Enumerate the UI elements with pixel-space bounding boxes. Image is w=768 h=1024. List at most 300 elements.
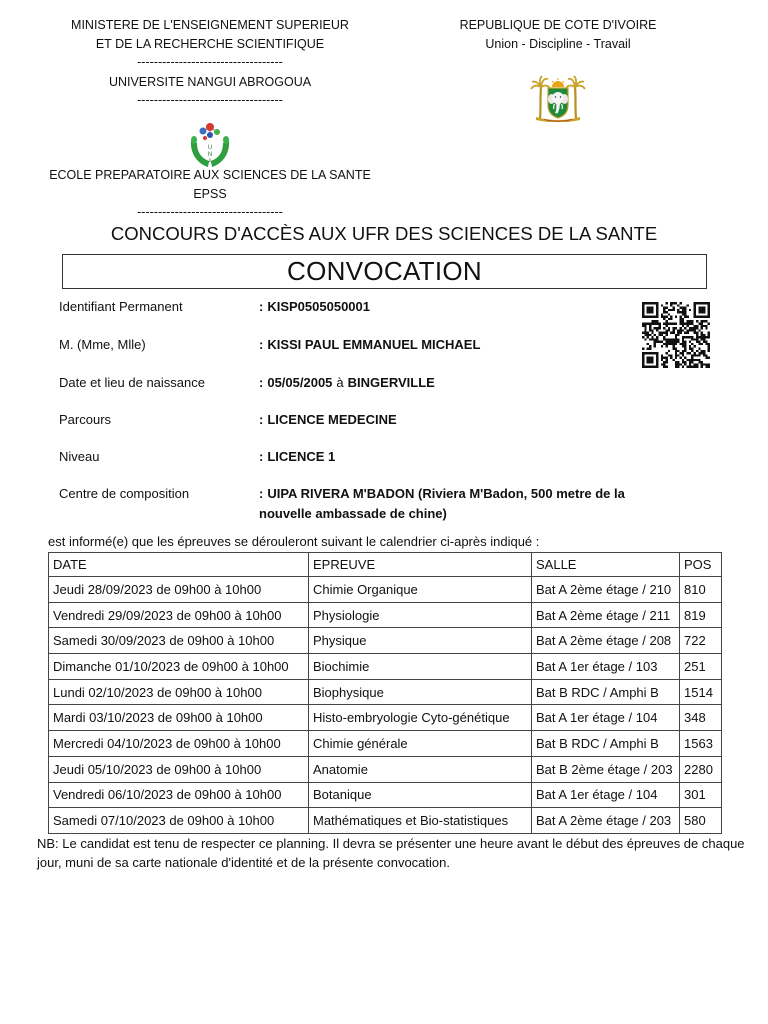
qr-module [651, 352, 653, 354]
qr-module [708, 350, 710, 352]
qr-module [691, 361, 693, 363]
cell-date: Mercredi 04/10/2023 de 09h00 à 10h00 [49, 731, 309, 757]
qr-module [677, 354, 679, 356]
qr-module [675, 341, 677, 343]
qr-module [658, 332, 660, 334]
qr-module [689, 320, 691, 322]
qr-module [694, 345, 696, 347]
separator: ----------------------------------- [137, 205, 283, 219]
qr-module [654, 302, 656, 304]
qr-module [668, 318, 670, 320]
qr-module [668, 338, 670, 340]
name-value: KISSI PAUL EMMANUEL MICHAEL [267, 337, 481, 352]
qr-module [649, 311, 651, 313]
qr-module [705, 320, 707, 322]
qr-module [661, 359, 663, 361]
qr-module [642, 357, 644, 359]
qr-module [644, 325, 646, 327]
qr-module [663, 363, 665, 365]
qr-module [694, 304, 696, 306]
colon: : [259, 412, 264, 427]
qr-module [658, 327, 660, 329]
table-row [49, 705, 722, 731]
qr-module [665, 320, 667, 322]
qr-module [698, 352, 700, 354]
qr-module [668, 322, 670, 324]
qr-module [675, 350, 677, 352]
qr-module [703, 336, 705, 338]
qr-module [696, 366, 698, 368]
qr-module [670, 338, 672, 340]
qr-module [656, 363, 658, 365]
qr-module [668, 354, 670, 356]
qr-module [687, 366, 689, 368]
qr-module [656, 313, 658, 315]
track-value: LICENCE MEDECINE [267, 412, 397, 427]
qr-module [680, 352, 682, 354]
qr-module [656, 336, 658, 338]
qr-module [680, 311, 682, 313]
qr-module [670, 318, 672, 320]
birth-connector: à [336, 375, 344, 390]
qr-module [680, 307, 682, 309]
qr-module [642, 363, 644, 365]
qr-module [696, 320, 698, 322]
cell-pos: 1563 [680, 731, 722, 757]
qr-module [705, 336, 707, 338]
center-value: UIPA RIVERA M'BADON (Riviera M'Badon, 500 metre de la nouvelle ambassade de chine) [259, 486, 625, 521]
document-title: CONVOCATION [287, 256, 482, 286]
qr-module [661, 316, 663, 318]
qr-module [677, 363, 679, 365]
qr-module [701, 322, 703, 324]
qr-module [665, 325, 667, 327]
qr-module [687, 316, 689, 318]
qr-module [647, 366, 649, 368]
qr-module [682, 338, 684, 340]
qr-module [644, 352, 646, 354]
qr-module [663, 366, 665, 368]
qr-module [687, 359, 689, 361]
qr-module [644, 366, 646, 368]
id-label: Identifiant Permanent [59, 299, 183, 314]
qr-module [696, 341, 698, 343]
qr-module [705, 366, 707, 368]
qr-module [672, 343, 674, 345]
qr-module [663, 322, 665, 324]
qr-module [687, 336, 689, 338]
qr-module [691, 327, 693, 329]
qr-module [698, 322, 700, 324]
qr-module [647, 311, 649, 313]
qr-module [708, 322, 710, 324]
qr-module [687, 329, 689, 331]
cell-date: Mardi 03/10/2023 de 09h00 à 10h00 [49, 705, 309, 731]
qr-module [656, 357, 658, 359]
qr-module [698, 311, 700, 313]
cell-room: Bat A 1er étage / 103 [532, 654, 680, 680]
qr-module [670, 343, 672, 345]
qr-module [708, 366, 710, 368]
cell-exam: Anatomie [309, 756, 532, 782]
table-row [49, 731, 722, 757]
qr-module [672, 307, 674, 309]
qr-module [658, 341, 660, 343]
qr-module [654, 352, 656, 354]
qr-module [696, 325, 698, 327]
qr-module [670, 309, 672, 311]
qr-module [701, 352, 703, 354]
school-name-line-1: ECOLE PREPARATOIRE AUX SCIENCES DE LA SANTE [49, 168, 371, 182]
qr-module [663, 318, 665, 320]
qr-module [701, 316, 703, 318]
qr-module [689, 345, 691, 347]
qr-module [665, 329, 667, 331]
name-value-line [259, 336, 480, 354]
qr-module [677, 361, 679, 363]
qr-module [684, 336, 686, 338]
qr-module [703, 334, 705, 336]
qr-module [701, 327, 703, 329]
schedule-body [49, 577, 722, 834]
cell-room: Bat A 1er étage / 104 [532, 705, 680, 731]
qr-module [642, 366, 644, 368]
qr-module [642, 359, 644, 361]
qr-module [689, 309, 691, 311]
qr-module [696, 363, 698, 365]
qr-module [665, 332, 667, 334]
qr-module [682, 345, 684, 347]
qr-module [684, 327, 686, 329]
qr-module [661, 304, 663, 306]
qr-module [691, 320, 693, 322]
qr-module [680, 320, 682, 322]
qr-module [647, 352, 649, 354]
qr-module [682, 359, 684, 361]
qr-module [642, 311, 644, 313]
document-title-box [62, 254, 707, 289]
qr-module [663, 309, 665, 311]
logo-letter-a: A [207, 159, 213, 165]
cell-room: Bat A 1er étage / 104 [532, 782, 680, 808]
qr-module [649, 309, 651, 311]
qr-module [701, 309, 703, 311]
qr-module [694, 329, 696, 331]
colon: : [259, 299, 264, 314]
qr-module [705, 341, 707, 343]
qr-module [663, 338, 665, 340]
id-value: KISP0505050001 [267, 299, 370, 314]
qr-module [677, 309, 679, 311]
qr-module [651, 309, 653, 311]
qr-module [675, 338, 677, 340]
colon: : [259, 375, 264, 390]
qr-module [687, 322, 689, 324]
qr-module [651, 311, 653, 313]
column-header-exam: EPREUVE [309, 553, 532, 577]
qr-module [672, 345, 674, 347]
qr-module [684, 350, 686, 352]
qr-module [677, 341, 679, 343]
qr-module [694, 316, 696, 318]
qr-module [705, 302, 707, 304]
qr-module [701, 307, 703, 309]
qr-module [687, 320, 689, 322]
qr-module [675, 354, 677, 356]
qr-module [665, 338, 667, 340]
qr-module [656, 311, 658, 313]
qr-module [703, 352, 705, 354]
qr-module [647, 316, 649, 318]
qr-module [682, 350, 684, 352]
qr-module [642, 307, 644, 309]
qr-module [656, 361, 658, 363]
qr-module [684, 311, 686, 313]
qr-module [675, 336, 677, 338]
qr-module [675, 302, 677, 304]
cell-pos: 722 [680, 628, 722, 654]
qr-module [647, 357, 649, 359]
qr-module [682, 318, 684, 320]
qr-module [705, 354, 707, 356]
qr-module [661, 357, 663, 359]
qr-module [708, 316, 710, 318]
qr-module [642, 313, 644, 315]
qr-module [651, 302, 653, 304]
qr-module [672, 327, 674, 329]
qr-module [689, 327, 691, 329]
qr-module [644, 316, 646, 318]
qr-module [649, 322, 651, 324]
qr-module [701, 338, 703, 340]
qr-module [661, 363, 663, 365]
qr-module [696, 359, 698, 361]
qr-module [701, 343, 703, 345]
qr-module [658, 325, 660, 327]
table-row [49, 679, 722, 705]
qr-module [689, 359, 691, 361]
qr-module [696, 302, 698, 304]
qr-module [651, 338, 653, 340]
qr-module [672, 309, 674, 311]
qr-module [670, 354, 672, 356]
qr-module [677, 338, 679, 340]
cell-date: Samedi 07/10/2023 de 09h00 à 10h00 [49, 808, 309, 834]
qr-module [642, 309, 644, 311]
logo-letter-n: N [207, 152, 213, 158]
qr-module [642, 352, 644, 354]
qr-module [703, 302, 705, 304]
cell-date: Dimanche 01/10/2023 de 09h00 à 10h00 [49, 654, 309, 680]
qr-module [691, 329, 693, 331]
cell-exam: Physiologie [309, 602, 532, 628]
qr-module [654, 366, 656, 368]
qr-module [644, 334, 646, 336]
cell-pos: 819 [680, 602, 722, 628]
qr-module [680, 327, 682, 329]
qr-module [656, 329, 658, 331]
qr-module [670, 322, 672, 324]
qr-module [668, 343, 670, 345]
qr-module [647, 322, 649, 324]
qr-module [689, 322, 691, 324]
qr-module [663, 343, 665, 345]
qr-module [701, 332, 703, 334]
qr-module [647, 336, 649, 338]
cell-date: Jeudi 28/09/2023 de 09h00 à 10h00 [49, 577, 309, 603]
qr-module [680, 329, 682, 331]
qr-module [651, 322, 653, 324]
qr-module [684, 343, 686, 345]
cell-room: Bat B RDC / Amphi B [532, 679, 680, 705]
qr-module [656, 316, 658, 318]
qr-module [694, 311, 696, 313]
qr-module [651, 329, 653, 331]
qr-module [670, 302, 672, 304]
qr-module [656, 341, 658, 343]
qr-module [642, 316, 644, 318]
qr-module [651, 336, 653, 338]
qr-module [680, 318, 682, 320]
qr-module [654, 345, 656, 347]
qr-module [694, 307, 696, 309]
qr-module [656, 366, 658, 368]
cell-pos: 301 [680, 782, 722, 808]
qr-module [665, 302, 667, 304]
qr-module [701, 350, 703, 352]
qr-module [675, 363, 677, 365]
qr-module [665, 361, 667, 363]
qr-module [644, 302, 646, 304]
ministry-line-2: ET DE LA RECHERCHE SCIENTIFIQUE [95, 37, 325, 51]
qr-module [703, 325, 705, 327]
qr-module [647, 343, 649, 345]
qr-module [701, 363, 703, 365]
cell-room: Bat A 2ème étage / 208 [532, 628, 680, 654]
qr-module [656, 327, 658, 329]
qr-module [684, 313, 686, 315]
qr-module [696, 334, 698, 336]
qr-module [682, 320, 684, 322]
qr-module [668, 329, 670, 331]
qr-module [708, 363, 710, 365]
qr-module [647, 332, 649, 334]
qr-module [708, 343, 710, 345]
qr-module [682, 313, 684, 315]
qr-module [705, 327, 707, 329]
qr-module [682, 352, 684, 354]
qr-module [644, 327, 646, 329]
qr-module [675, 327, 677, 329]
qr-module [642, 325, 644, 327]
qr-module [644, 329, 646, 331]
qr-module [694, 338, 696, 340]
table-header-row [49, 553, 722, 577]
name-label: M. (Mme, Mlle) [59, 337, 146, 352]
qr-module [689, 341, 691, 343]
qr-module [680, 343, 682, 345]
qr-module [675, 322, 677, 324]
qr-module [684, 357, 686, 359]
cell-exam: Histo-embryologie Cyto-génétique [309, 705, 532, 731]
qr-module [675, 357, 677, 359]
qr-module [656, 309, 658, 311]
cell-exam: Biophysique [309, 679, 532, 705]
qr-module [661, 334, 663, 336]
birth-place: BINGERVILLE [347, 375, 435, 390]
qr-module [663, 316, 665, 318]
qr-module [642, 302, 644, 304]
qr-module [687, 332, 689, 334]
qr-module [694, 366, 696, 368]
qr-module [670, 357, 672, 359]
qr-module [668, 327, 670, 329]
qr-module [665, 322, 667, 324]
birth-date: 05/05/2005 [267, 375, 333, 390]
qr-module [698, 316, 700, 318]
table-row [49, 577, 722, 603]
table-row [49, 782, 722, 808]
qr-module [651, 361, 653, 363]
cell-room: Bat A 2ème étage / 203 [532, 808, 680, 834]
qr-module [703, 354, 705, 356]
qr-module [703, 350, 705, 352]
qr-module [694, 359, 696, 361]
qr-module [708, 345, 710, 347]
qr-module [694, 313, 696, 315]
qr-module [698, 359, 700, 361]
qr-module [642, 332, 644, 334]
qr-module [694, 354, 696, 356]
qr-module [649, 361, 651, 363]
qr-module [656, 304, 658, 306]
qr-module [703, 316, 705, 318]
qr-module [675, 352, 677, 354]
qr-module [703, 311, 705, 313]
qr-module [684, 332, 686, 334]
qr-module [701, 366, 703, 368]
qr-module [663, 361, 665, 363]
cell-exam: Chimie Organique [309, 577, 532, 603]
qr-module [682, 322, 684, 324]
cell-room: Bat A 2ème étage / 210 [532, 577, 680, 603]
qr-module [649, 352, 651, 354]
qr-module [696, 327, 698, 329]
track-label: Parcours [59, 412, 112, 427]
qr-module [689, 363, 691, 365]
qr-module [672, 338, 674, 340]
qr-module [682, 354, 684, 356]
qr-module [672, 322, 674, 324]
qr-module [675, 361, 677, 363]
qr-module [649, 302, 651, 304]
qr-module [703, 309, 705, 311]
birth-label: Date et lieu de naissance [59, 375, 205, 390]
cell-pos: 348 [680, 705, 722, 731]
qr-module [665, 357, 667, 359]
qr-module [651, 357, 653, 359]
qr-module [708, 357, 710, 359]
qr-module [665, 311, 667, 313]
qr-module [680, 316, 682, 318]
qr-module [684, 361, 686, 363]
qr-module [675, 348, 677, 350]
qr-module [687, 304, 689, 306]
qr-module [649, 357, 651, 359]
level-value: LICENCE 1 [267, 449, 336, 464]
qr-module [670, 316, 672, 318]
cell-date: Vendredi 29/09/2023 de 09h00 à 10h00 [49, 602, 309, 628]
